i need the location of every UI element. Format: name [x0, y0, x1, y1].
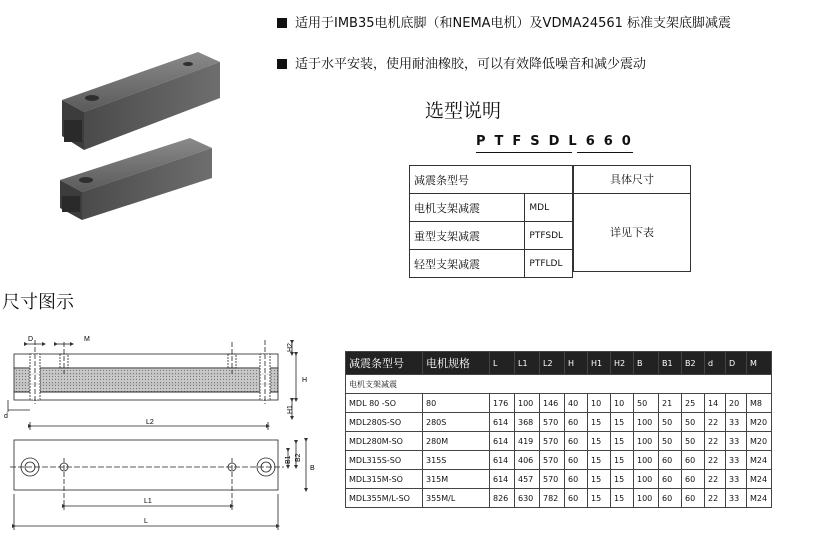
col-header: B	[634, 352, 659, 375]
table-cell: 570	[540, 470, 565, 489]
table-cell: 100	[634, 470, 659, 489]
table-cell: 60	[659, 451, 682, 470]
table-cell: 100	[634, 489, 659, 508]
table-cell: 40	[565, 394, 588, 413]
table-cell: M20	[747, 413, 772, 432]
label-B2: B2	[295, 453, 302, 462]
col-header: B2	[682, 352, 705, 375]
table-cell: 33	[726, 451, 747, 470]
model-code-example: PTFSDL660	[476, 134, 640, 149]
col-header: L2	[540, 352, 565, 375]
table-cell: 22	[705, 413, 726, 432]
table-cell: 15	[611, 470, 634, 489]
table-cell: 50	[659, 413, 682, 432]
product-photo	[48, 42, 228, 232]
col-header: d	[705, 352, 726, 375]
table-cell: MDL280M-SO	[346, 432, 423, 451]
table-row: 重型支架减震 PTFSDL	[410, 222, 573, 250]
table-cell: 60	[565, 451, 588, 470]
table-cell: 176	[490, 394, 515, 413]
table-cell: 50	[682, 413, 705, 432]
code-underline	[577, 152, 633, 153]
table-cell: 50	[682, 432, 705, 451]
table-cell: 570	[540, 451, 565, 470]
side-view	[8, 340, 296, 418]
table-cell: 100	[634, 413, 659, 432]
feature-bullet: 适用于IMB35电机底脚（和NEMA电机）及VDMA24561 标准支架底脚减震	[277, 16, 731, 32]
table-cell: 22	[705, 451, 726, 470]
table-cell: 280S	[423, 413, 490, 432]
table-cell: 22	[705, 432, 726, 451]
table-cell: 21	[659, 394, 682, 413]
label-H2: H2	[287, 343, 294, 352]
col-header: H2	[611, 352, 634, 375]
col-header: H	[565, 352, 588, 375]
table-row	[346, 451, 772, 470]
table-cell: MDL 80 -SO	[346, 394, 423, 413]
bullet-square-icon	[277, 59, 287, 69]
table-row	[346, 432, 772, 451]
table-cell: 15	[588, 432, 611, 451]
table-cell: 20	[726, 394, 747, 413]
table-cell: 614	[490, 451, 515, 470]
table-cell: 100	[634, 432, 659, 451]
table-cell: 60	[659, 489, 682, 508]
table-cell: 50	[659, 432, 682, 451]
label-L: L	[144, 518, 148, 525]
table-cell: 60	[682, 489, 705, 508]
table-cell: 60	[565, 413, 588, 432]
table-cell: 630	[515, 489, 540, 508]
table-cell: M24	[747, 451, 772, 470]
table-cell: 60	[565, 432, 588, 451]
size-header: 具体尺寸	[574, 166, 690, 194]
table-cell: 10	[588, 394, 611, 413]
table-cell: 33	[726, 413, 747, 432]
code-underline	[476, 152, 572, 153]
table-cell: M8	[747, 394, 772, 413]
table-cell: 60	[565, 489, 588, 508]
section-title: 尺寸图示	[2, 292, 74, 313]
table-cell: 15	[588, 470, 611, 489]
table-cell: MDL315S-SO	[346, 451, 423, 470]
label-H1: H1	[287, 405, 294, 414]
label-d: d	[4, 413, 8, 420]
table-cell: 368	[515, 413, 540, 432]
table-cell: 146	[540, 394, 565, 413]
table-cell: 570	[540, 432, 565, 451]
type-header: 减震条型号	[410, 166, 573, 194]
table-cell: 33	[726, 470, 747, 489]
table-row	[346, 470, 772, 489]
bullet-square-icon	[277, 18, 287, 28]
table-cell: MDL280S-SO	[346, 413, 423, 432]
table-cell: 315S	[423, 451, 490, 470]
table-cell: 60	[682, 451, 705, 470]
table-cell: 33	[726, 489, 747, 508]
table-cell: 60	[565, 470, 588, 489]
group-row: 电机支架减震	[346, 375, 772, 394]
table-cell: 22	[705, 470, 726, 489]
table-cell: 100	[634, 451, 659, 470]
col-header: 减震条型号	[346, 352, 423, 375]
table-cell: 280M	[423, 432, 490, 451]
table-cell: 614	[490, 413, 515, 432]
col-header: H1	[588, 352, 611, 375]
spec-header-row	[346, 352, 772, 375]
table-cell: 614	[490, 470, 515, 489]
table-row	[346, 489, 772, 508]
table-cell: 15	[611, 489, 634, 508]
table-cell: 614	[490, 432, 515, 451]
dimension-drawing	[0, 330, 320, 539]
table-cell: 15	[611, 432, 634, 451]
table-cell: 50	[634, 394, 659, 413]
table-row	[346, 413, 772, 432]
label-M: M	[84, 336, 90, 343]
table-cell: MDL355M/L-SO	[346, 489, 423, 508]
top-view	[10, 422, 306, 530]
table-cell: 14	[705, 394, 726, 413]
col-header: L	[490, 352, 515, 375]
table-cell: 15	[588, 413, 611, 432]
table-cell: 80	[423, 394, 490, 413]
col-header: M	[747, 352, 772, 375]
table-cell: 15	[588, 489, 611, 508]
table-row: 轻型支架减震 PTFLDL	[410, 250, 573, 278]
table-cell: 15	[588, 451, 611, 470]
table-cell: 22	[705, 489, 726, 508]
table-row	[346, 394, 772, 413]
table-cell: 33	[726, 432, 747, 451]
table-cell: M24	[747, 470, 772, 489]
feature-bullet: 适于水平安装，使用耐油橡胶，可以有效降低噪音和减少震动	[277, 57, 646, 73]
label-L1: L1	[144, 498, 152, 505]
table-cell: 419	[515, 432, 540, 451]
table-cell: 10	[611, 394, 634, 413]
selection-title: 选型说明	[425, 100, 502, 122]
table-cell: 15	[611, 413, 634, 432]
selection-type-table	[409, 165, 573, 278]
table-cell: 100	[515, 394, 540, 413]
table-cell: 25	[682, 394, 705, 413]
label-L2: L2	[146, 419, 154, 426]
col-header: D	[726, 352, 747, 375]
table-cell: M20	[747, 432, 772, 451]
table-cell: M24	[747, 489, 772, 508]
spec-table	[345, 351, 772, 508]
size-body: 详见下表	[610, 226, 654, 239]
col-header: L1	[515, 352, 540, 375]
table-cell: 826	[490, 489, 515, 508]
table-cell: 570	[540, 413, 565, 432]
table-cell: 782	[540, 489, 565, 508]
label-D: D	[28, 336, 34, 343]
table-cell: 60	[659, 470, 682, 489]
label-H: H	[302, 377, 308, 384]
table-cell: 406	[515, 451, 540, 470]
table-cell: 315M	[423, 470, 490, 489]
table-cell: 15	[611, 451, 634, 470]
table-row: 电机支架减震 MDL	[410, 194, 573, 222]
col-header: B1	[659, 352, 682, 375]
label-B1: B1	[285, 455, 292, 464]
table-cell: 60	[682, 470, 705, 489]
col-header: 电机规格	[423, 352, 490, 375]
selection-size-box	[573, 165, 691, 272]
table-cell: 457	[515, 470, 540, 489]
table-cell: MDL315M-SO	[346, 470, 423, 489]
label-B: B	[310, 465, 315, 472]
table-cell: 355M/L	[423, 489, 490, 508]
